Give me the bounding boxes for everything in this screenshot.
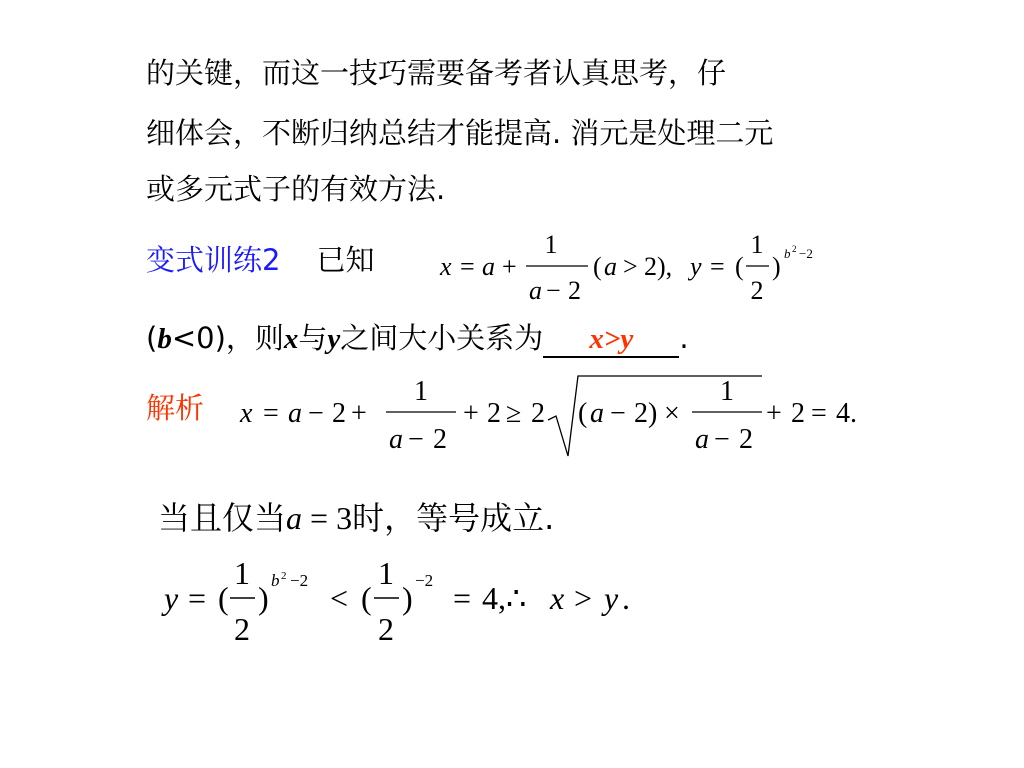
svg-text:+: + xyxy=(463,398,479,429)
svg-text:2: 2 xyxy=(487,398,501,429)
svg-text:−: − xyxy=(546,276,561,305)
answer-text: x>y xyxy=(589,323,634,355)
equality-prefix: 当且仅当 xyxy=(158,499,287,537)
svg-text:1: 1 xyxy=(234,555,250,591)
svg-text:=: = xyxy=(710,252,725,281)
svg-text:a: a xyxy=(288,398,302,429)
svg-text:x: x xyxy=(550,580,565,616)
svg-text:b: b xyxy=(271,571,280,590)
svg-text:−: − xyxy=(308,398,324,429)
svg-text:=: = xyxy=(460,252,475,281)
paragraph-line-1: 的关键，而这一技巧需要备考者认真思考，仔 xyxy=(146,56,727,90)
svg-text:−2: −2 xyxy=(290,571,309,590)
svg-text:+: + xyxy=(351,398,367,429)
conclusion-formula xyxy=(158,552,658,652)
exercise-intro: 已知 xyxy=(316,243,375,277)
svg-text:=: = xyxy=(811,398,827,429)
svg-text:≥: ≥ xyxy=(506,398,522,429)
answer-blank xyxy=(543,321,679,358)
exercise-question xyxy=(146,318,689,359)
svg-text:2): 2) xyxy=(634,398,658,429)
svg-text:1: 1 xyxy=(414,376,428,407)
svg-text:>: > xyxy=(574,580,593,616)
svg-text:): ) xyxy=(772,252,781,281)
equality-cond: a = 3 xyxy=(286,500,353,536)
svg-text:2: 2 xyxy=(531,398,545,429)
svg-text:+: + xyxy=(502,252,517,281)
svg-text:(: ( xyxy=(593,252,602,281)
var-b: b xyxy=(157,323,172,355)
svg-text:=: = xyxy=(453,580,472,616)
paragraph-line-2: 细体会，不断归纳总结才能提高. 消元是处理二元 xyxy=(146,116,774,150)
svg-text:−2: −2 xyxy=(415,571,434,590)
svg-text:a: a xyxy=(604,252,617,281)
svg-text:.: . xyxy=(622,580,630,616)
svg-text:2: 2 xyxy=(234,611,250,647)
svg-text:y: y xyxy=(604,580,619,616)
var-x: x xyxy=(283,323,299,355)
svg-text:2: 2 xyxy=(378,611,394,647)
equality-suffix: 时，等号成立. xyxy=(352,499,555,537)
svg-text:a: a xyxy=(529,276,542,305)
svg-text:+: + xyxy=(766,398,782,429)
svg-text:2: 2 xyxy=(750,276,764,305)
question-end: . xyxy=(679,321,689,355)
svg-text:(: ( xyxy=(218,580,229,616)
question-tail: 之间大小关系为 xyxy=(340,321,544,355)
svg-text:−2: −2 xyxy=(799,246,813,261)
equality-condition xyxy=(158,496,554,540)
svg-text:=: = xyxy=(263,398,279,429)
svg-text:): ) xyxy=(402,580,413,616)
svg-text:2: 2 xyxy=(739,424,753,455)
svg-text:y: y xyxy=(690,252,702,281)
svg-text:y: y xyxy=(164,580,179,616)
svg-text:1: 1 xyxy=(378,555,394,591)
svg-text:−: − xyxy=(610,398,626,429)
word-yu: 与 xyxy=(298,321,328,355)
svg-text:−: − xyxy=(408,424,424,455)
given-formula xyxy=(437,228,837,308)
svg-text:(: ( xyxy=(578,398,588,429)
svg-text:×: × xyxy=(664,398,680,429)
condition-rest: <0)，则 xyxy=(171,321,284,355)
solution-label: 解析 xyxy=(146,391,205,425)
svg-text:a: a xyxy=(482,252,495,281)
paragraph-line-3: 或多元式子的有效方法. xyxy=(146,172,446,206)
svg-text:2: 2 xyxy=(792,244,797,254)
svg-text:2: 2 xyxy=(332,398,346,429)
svg-text:1: 1 xyxy=(544,230,558,259)
svg-text:2: 2 xyxy=(433,424,447,455)
svg-text:a: a xyxy=(389,424,403,455)
svg-text:(: ( xyxy=(735,252,744,281)
svg-text:2),: 2), xyxy=(644,252,673,281)
svg-text:a: a xyxy=(590,398,604,429)
svg-text:2: 2 xyxy=(568,276,581,305)
svg-text:2: 2 xyxy=(791,398,805,429)
svg-text:4.: 4. xyxy=(836,398,857,429)
var-y: y xyxy=(327,323,341,355)
svg-text:=: = xyxy=(188,580,207,616)
svg-text:<: < xyxy=(330,580,349,616)
svg-text:(: ( xyxy=(361,580,372,616)
exercise-header xyxy=(146,240,374,280)
svg-text:a: a xyxy=(695,424,709,455)
svg-text:2: 2 xyxy=(281,570,287,582)
svg-text:−: − xyxy=(714,424,730,455)
open-paren: ( xyxy=(146,321,158,355)
svg-text:>: > xyxy=(623,252,638,281)
svg-text:x: x xyxy=(440,252,452,281)
svg-text:x: x xyxy=(240,398,253,429)
svg-text:1: 1 xyxy=(750,230,764,259)
svg-text:): ) xyxy=(258,580,269,616)
exercise-label: 变式训练2 xyxy=(146,243,281,277)
svg-text:4,∴: 4,∴ xyxy=(482,580,527,616)
svg-text:1: 1 xyxy=(720,376,734,407)
svg-text:b: b xyxy=(784,246,791,261)
solution-inequality xyxy=(236,370,886,460)
